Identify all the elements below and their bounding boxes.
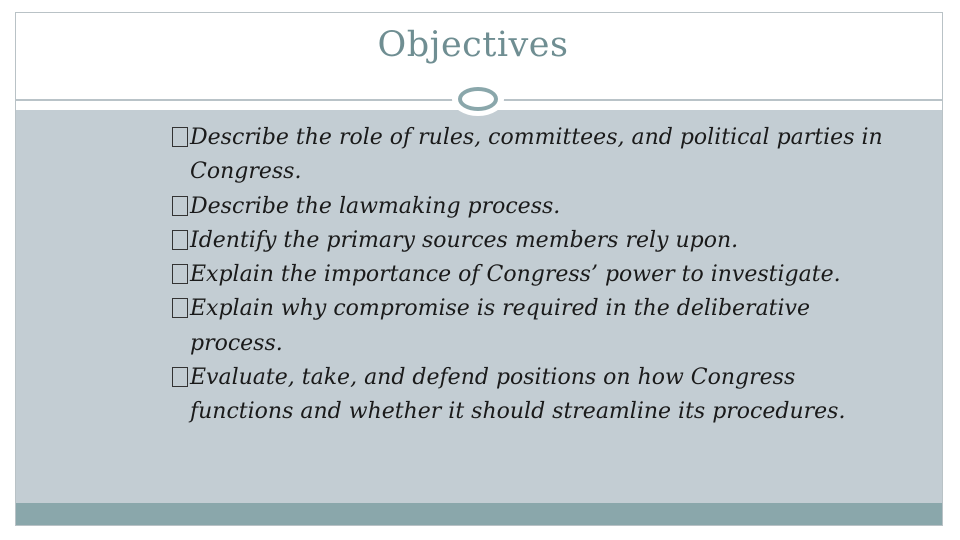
bullet-text: Evaluate, take, and defend positions on how Congress functions and whether it should streamline its procedures. — [190, 365, 846, 425]
bullet-text: Explain why compromise is required in the deliberative process. — [190, 296, 811, 356]
ring-ornament-icon — [452, 82, 504, 116]
list-item — [0, 121, 890, 190]
list-item — [0, 258, 890, 292]
objectives-list — [0, 121, 890, 430]
bullet-text: Identify the primary sources members rely upon. — [190, 227, 739, 253]
bullet-box-icon — [172, 264, 188, 284]
bullet-text: Describe the lawmaking process. — [190, 193, 561, 219]
list-item — [0, 224, 890, 258]
footer-bar — [16, 503, 942, 525]
bullet-box-icon — [172, 127, 188, 147]
bullet-text: Explain the importance of Congress’ power to investigate. — [190, 262, 841, 288]
bullet-box-icon — [172, 298, 188, 318]
bullet-box-icon — [172, 196, 188, 216]
bullet-box-icon — [172, 367, 188, 387]
bullet-box-icon — [172, 230, 188, 250]
list-item — [0, 361, 890, 430]
slide-title: Objectives — [377, 25, 569, 65]
ring-inner — [458, 87, 498, 111]
list-item — [0, 190, 890, 224]
bullet-text: Describe the role of rules, committees, and political parties in Congress. — [190, 125, 883, 185]
list-item — [0, 292, 890, 361]
